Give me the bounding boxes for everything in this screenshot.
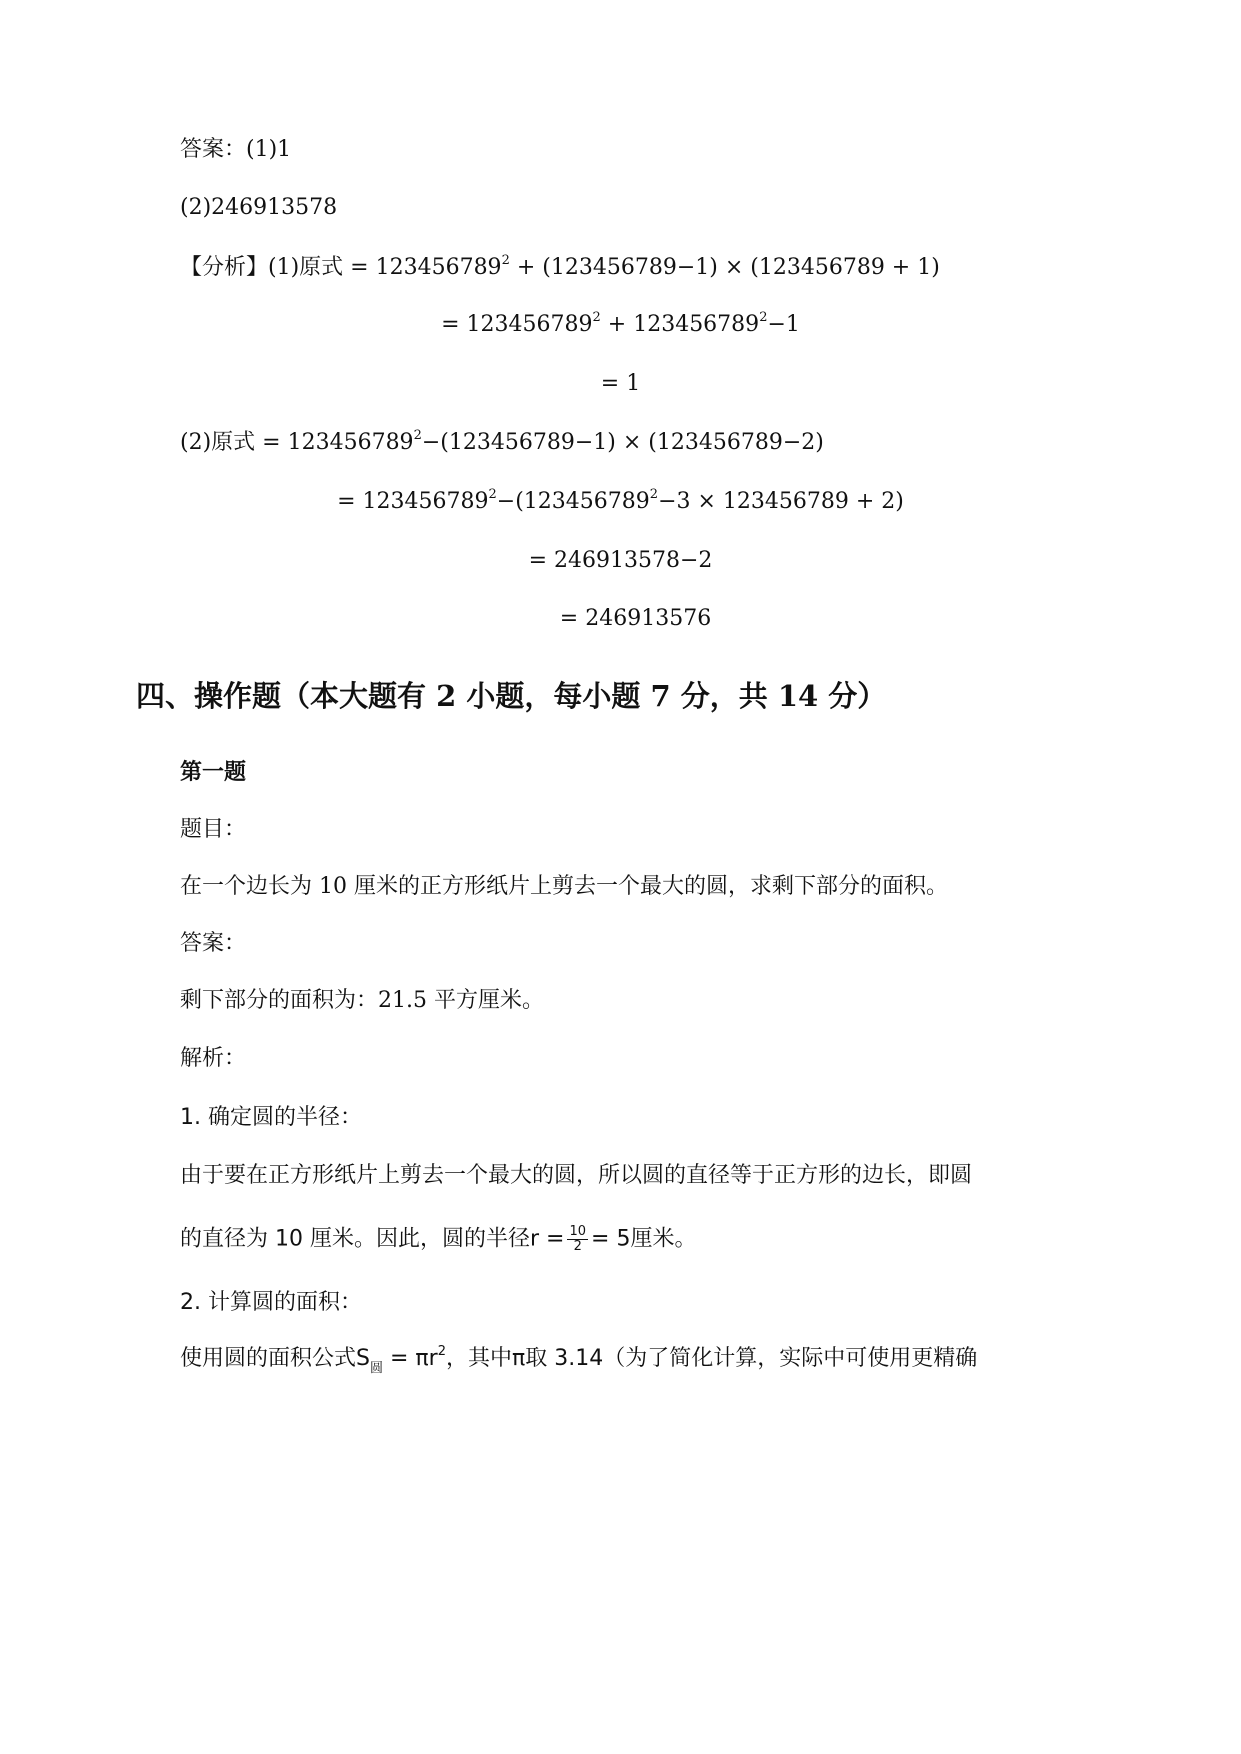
text: 使用圆的面积公式S [180,1346,370,1371]
exponent: 2 [413,428,422,443]
section-title: 四、操作题（本大题有 2 小题，每小题 7 分，共 14 分） [136,679,887,713]
exponent: 2 [592,310,601,325]
expr-text: −3 × 123456789 + 2) [658,489,904,514]
expr-text: = 123456789 [337,489,489,514]
analysis-2-line-1 [180,429,824,457]
text: 的直径为 10 厘米。因此，圆的半径r = [180,1226,565,1252]
step-2-title: 2. 计算圆的面积： [180,1290,362,1315]
step-2-text [180,1344,978,1376]
fraction-denominator: 2 [573,1239,582,1254]
analysis-1-line-2 [0,311,1241,339]
expr-text: (2)原式 = 123456789 [180,430,414,455]
analysis-2-line-4: = 246913576 [559,606,712,631]
analysis-1-line-1 [180,254,940,282]
expr-text: −1 [767,312,800,337]
analysis-2-line-2 [0,488,1241,516]
text: = πr [382,1346,438,1371]
text: ，其中π取 3.14（为了简化计算，实际中可使用更精确 [445,1346,978,1371]
prompt-text: 在一个边长为 10 厘米的正方形纸片上剪去一个最大的圆，求剩下部分的面积。 [180,874,948,899]
step-1-text-2 [180,1225,696,1254]
exponent: 2 [501,253,510,268]
fraction-numerator: 10 [569,1224,587,1239]
expr-text: 【分析】(1)原式 = 123456789 [180,255,502,280]
analysis-label: 解析： [180,1046,247,1071]
answer-text: 剩下部分的面积为：21.5 平方厘米。 [180,988,544,1013]
answer-line-1: 答案：(1)1 [180,137,292,162]
subscript: 圆 [369,1361,383,1376]
expr-text: −(123456789 [496,489,650,514]
step-1-title: 1. 确定圆的半径： [180,1105,362,1130]
exponent: 2 [759,310,768,325]
expr-text: −(123456789−1) × (123456789−2) [421,430,824,455]
step-1-text-1: 由于要在正方形纸片上剪去一个最大的圆，所以圆的直径等于正方形的边长，即圆 [180,1163,973,1188]
question-heading: 第一题 [180,759,247,785]
text: = 5厘米。 [591,1226,697,1252]
exponent: 2 [488,487,497,502]
exponent: 2 [437,1344,446,1359]
expr-text: + (123456789−1) × (123456789 + 1) [509,255,940,280]
analysis-2-line-3: = 246913578−2 [528,548,713,573]
prompt-label: 题目： [180,817,247,842]
expr-text: + 123456789 [600,312,760,337]
exponent: 2 [649,487,659,502]
answer-line-2: (2)246913578 [180,195,338,220]
analysis-1-line-3: = 1 [600,371,641,396]
answer-label: 答案： [180,931,247,956]
fraction [567,1225,588,1254]
expr-text: = 123456789 [441,312,593,337]
